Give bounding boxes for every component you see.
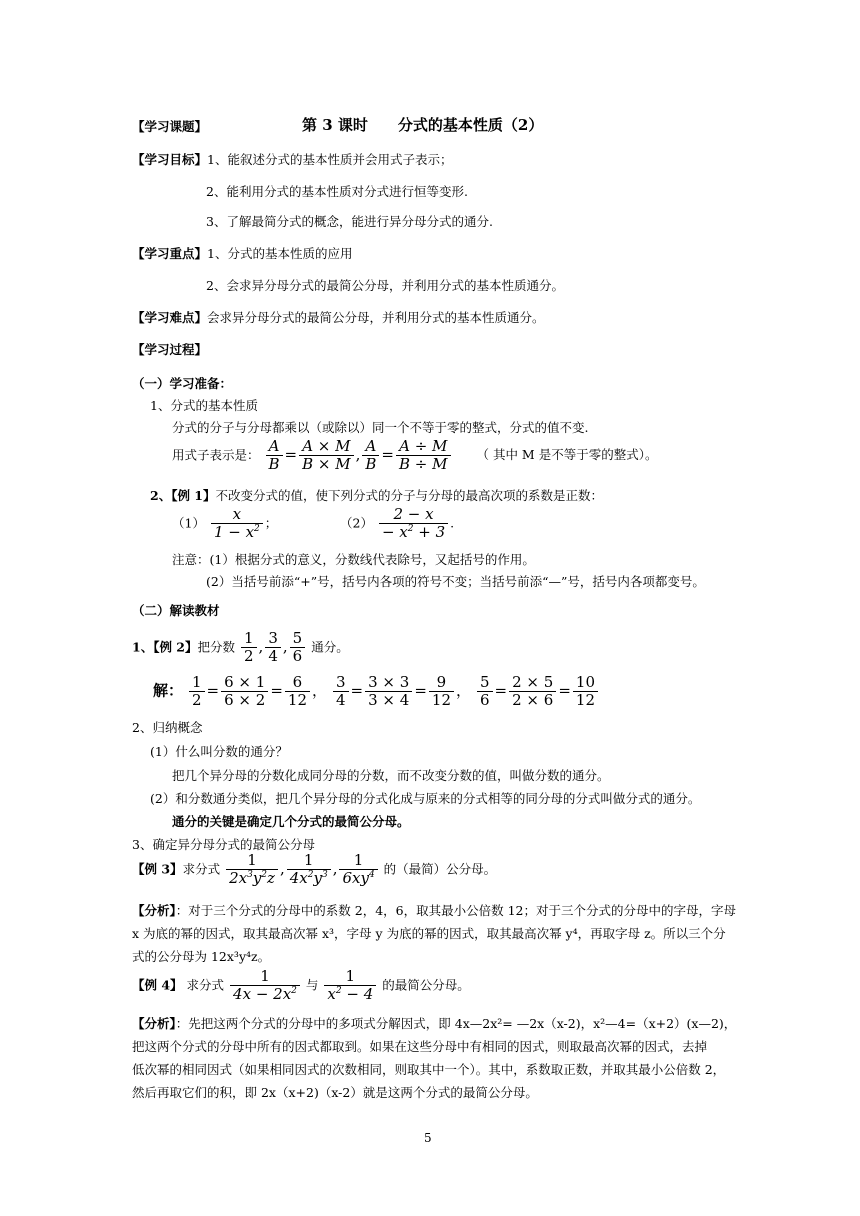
example-4-analysis-1: ：先把这两个分式的分母中的多项式分解因式，即 4x—2x²= —2x（x-2)，x²—4=（x+2）(x—2)， [175,1016,737,1031]
fraction-a-b: $\frac{A}{B}$ [266,438,283,474]
key-statement: 通分的关键是确定几个分式的最简公分母。 [172,814,410,829]
example-3-analysis-2: x 为底的幂的因式，取其最高次幂 x³，字母 y 为底的幂的因式，取其最高次幂 y⁴，再取字母 z。所以三个分 [132,926,726,941]
fraction-ex3-1: $\frac{1}{2x^3y^2z}$ [226,852,278,888]
example-4-analysis-2: 把这两个分式的分母中所有的因式都取到。如果在这些分母中有相同的因式，则取最高次幂的因式，去掉 [132,1039,708,1054]
difficulty-line [132,310,545,326]
example-3-prefix: 【例 3】 [132,861,183,877]
goals-label: 【学习目标】 [132,152,208,167]
fraction-9-12: $\frac{9}{12}$ [429,674,454,710]
fraction-a-times-m: $\frac{A \times M}{B \times M}$ [299,438,354,474]
solution-label: 解： [153,681,184,700]
fraction-ex3-3: $\frac{1}{6xy^4}$ [339,852,377,888]
example-2-text-a: 把分数 [197,639,236,655]
goal-item-3: 3、了解最简分式的概念，能进行异分母分式的通分. [206,214,493,229]
fraction-5-6: $\frac{5}{6}$ [290,630,306,666]
fraction-3-4: $\frac{3}{4}$ [265,630,281,666]
key-points-label: 【学习重点】 [132,246,208,261]
note-1: 注意：(1）根据分式的意义，分数线代表除号，又起括号的作用。 [172,552,535,567]
difficulty-label: 【学习难点】 [132,310,208,325]
goal-item-1: 1、能叙述分式的基本性质并会用式子表示； [207,152,453,167]
example-3-analysis-1: ：对于三个分式的分母中的系数 2，4，6，取其最小公倍数 12；对于三个分式的分母中的字母，字母 [175,903,736,918]
example-4-text-mid: 与 [305,977,319,993]
fraction-a-div-m: $\frac{A \div M}{B \div M}$ [396,438,451,474]
key-points-line-1 [132,246,352,262]
item-3-heading: 3、确定异分母分式的最简公分母 [132,837,315,852]
example-4-prefix: 【例 4】 [132,977,183,993]
topic-label: 【学习课题】 [132,119,208,134]
example-2-prefix: 1、【例 2】 [132,639,198,655]
goals-line-1 [132,152,452,168]
note-2: (2）当括号前添“+”号，括号内各项的符号不变；当括号前添“—”号，括号内各项都变号。 [206,574,705,589]
example-3-analysis-3: 式的公分母为 12x³y⁴z。 [132,949,271,964]
solution-line: 解： $\frac{1}{2}$ = $\frac{6 \times 1}{6 \times 2}$ = $\frac{6}{12}$ ， $\frac{3}{4}$ = $\frac{3 \times 3}{3 \times 4}$ = $\frac{9}{12}$ ， $\frac{5}{6}$ = $\frac{2 \times 5}{2 \times 6}$ = $\frac{10}{12}$ [153,674,600,710]
fraction-1-2-b: $\frac{1}{2}$ [189,674,205,710]
property-text: 分式的分子与分母都乘以（或除以）同一个不等于零的整式，分式的值不变. [172,420,589,435]
example-1-item-2: （2） $\frac{2 - x}{- x^2 + 3}$ . [340,505,455,542]
example-1-text: 不改变分式的值，使下列分式的分子与分母的最高次项的系数是正数： [215,488,604,503]
fraction-x-over-1-minus-x2: $\frac{x}{1 - x^2}$ [211,506,263,542]
fraction-ex4-1: $\frac{1}{4x - 2x^2}$ [230,968,300,1004]
fraction-ex3-2: $\frac{1}{4x^2y^3}$ [287,852,331,888]
question-1: (1）什么叫分数的通分？ [150,744,288,759]
key-point-item-1: 1、分式的基本性质的应用 [207,246,353,261]
prep-heading: （一）学习准备： [132,376,233,391]
goal-item-2: 2、能利用分式的基本性质对分式进行恒等变形. [206,184,468,199]
fraction-6-12: $\frac{6}{12}$ [285,674,310,710]
example-1-item-1: （1） $\frac{x}{1 - x^2}$ ； [172,505,278,542]
fraction-3-4-b: $\frac{3}{4}$ [333,674,349,710]
fraction-1-2: $\frac{1}{2}$ [241,630,257,666]
example-2-text-b: 通分。 [311,639,349,655]
example-3-line: 【例 3】求分式 $\frac{1}{2x^3y^2z}$ , $\frac{1}{4x^2y^3}$ , $\frac{1}{6xy^4}$ 的（最简）公分母。 [132,851,497,888]
item-1-label: （1） [172,515,205,531]
example-3-analysis-line-1 [132,903,736,919]
fraction-2x5-2x6: $\frac{2 \times 5}{2 \times 6}$ [509,674,556,710]
example-1-prefix: 2、【例 1】 [150,488,216,503]
example-4-analysis-3: 低次幂的相同因式（如果相同因式的次数相同，则取其中一个）。其中，系数取正数，并取其最小公倍数 2， [132,1062,726,1077]
example-3-text-b: 的（最简）公分母。 [383,861,497,877]
prep-item-1: 1、分式的基本性质 [150,398,258,413]
example-3-text-a: 求分式 [182,861,221,877]
answer-1: 把几个异分母的分数化成同分母的分数，而不改变分数的值，叫做分数的通分。 [172,768,610,783]
difficulty-text: 会求异分母分式的最简公分母，并利用分式的基本性质通分。 [207,310,545,325]
example-1-line [150,488,603,504]
formula-note: （ 其中 M 是不等于零的整式）。 [476,447,658,463]
formula-label: 用式子表示是： [172,447,260,463]
example-4-analysis-4: 然后再取它们的积，即 2x（x+2)（x-2）就是这两个分式的最简公分母。 [132,1085,538,1100]
example-2-line: 1、【例 2】把分数 $\frac{1}{2}$ , $\frac{3}{4}$ , $\frac{5}{6}$ 通分。 [132,629,349,666]
fraction-5-6-b: $\frac{5}{6}$ [477,674,493,710]
example-4-text-a: 求分式 [186,977,225,993]
fraction-6x1-6x2: $\frac{6 \times 1}{6 \times 2}$ [221,674,268,710]
fraction-2-minus-x: $\frac{2 - x}{- x^2 + 3}$ [379,506,448,542]
fraction-a-b-2: $\frac{A}{B}$ [362,438,379,474]
analysis-label: 【分析】 [132,903,176,918]
fraction-10-12: $\frac{10}{12}$ [573,674,598,710]
formula-line: 用式子表示是： $\frac{A}{B}$ = $\frac{A \times M}{B \times M}$ , $\frac{A}{B}$ = $\frac{A \div M}{B \div M}$ （ 其中 M 是不等于零的整式）。 [172,437,658,474]
concept-heading: 2、归纳概念 [132,720,203,735]
page-number: 5 [424,1131,432,1145]
item-2-label: （2） [340,515,373,531]
example-4-text-b: 的最简公分母。 [382,977,470,993]
fraction-ex4-2: $\frac{1}{x^2 - 4}$ [324,968,376,1004]
fraction-3x3-3x4: $\frac{3 \times 3}{3 \times 4}$ [365,674,412,710]
example-4-analysis-line-1 [132,1016,736,1032]
page-title: 第 3 课时 分式的基本性质（2） [302,116,544,134]
process-label: 【学习过程】 [132,342,208,357]
analysis-label-2: 【分析】 [132,1016,176,1031]
key-point-item-2: 2、会求异分母分式的最简公分母，并利用分式的基本性质通分。 [206,278,564,293]
question-2: (2）和分数通分类似，把几个异分母的分式化成与原来的分式相等的同分母的分式叫做分式的通分。 [150,791,701,806]
read-heading: （二）解读教材 [132,603,220,618]
example-4-line [132,968,470,1004]
